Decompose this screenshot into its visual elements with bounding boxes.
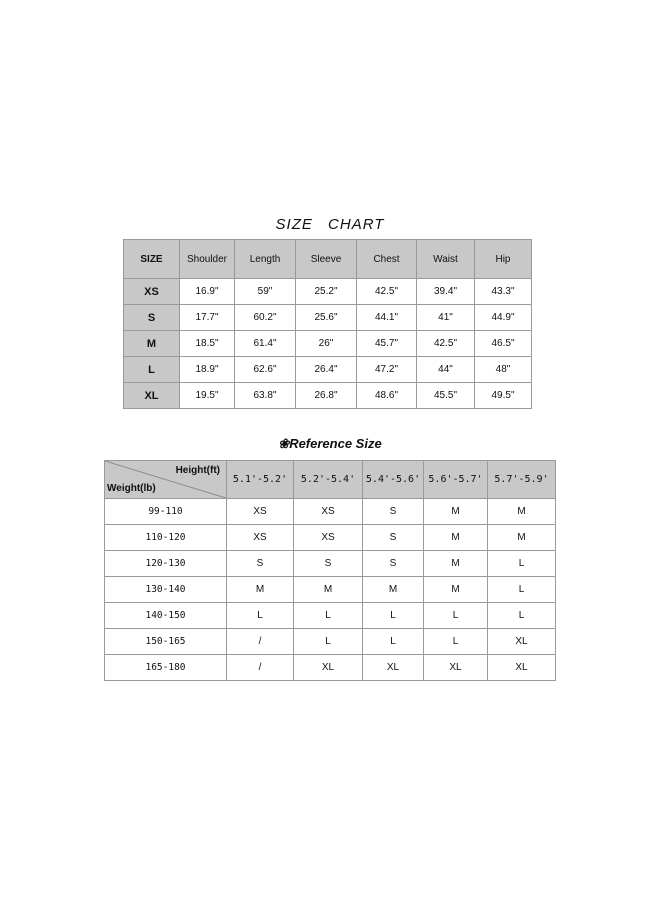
weight-range-cell: 140-150 (105, 603, 227, 629)
size-chart-header: SIZE (124, 240, 180, 279)
reference-header-row (105, 461, 556, 499)
size-measure-cell: 48.6" (357, 383, 417, 409)
size-chart-header-row (124, 240, 532, 279)
size-chart-row (124, 383, 532, 409)
recommended-size-cell: / (227, 629, 294, 655)
size-measure-cell: 42.5" (417, 331, 475, 357)
size-measure-cell: 16.9" (180, 279, 235, 305)
reference-row (105, 499, 556, 525)
height-header: 5.7'-5.9' (488, 461, 556, 499)
size-label-cell: XS (124, 279, 180, 305)
size-chart-header: Length (235, 240, 296, 279)
size-chart-row (124, 305, 532, 331)
height-header: 5.2'-5.4' (294, 461, 363, 499)
size-chart-row (124, 279, 532, 305)
size-chart-row (124, 331, 532, 357)
size-measure-cell: 47.2" (357, 357, 417, 383)
size-measure-cell: 62.6" (235, 357, 296, 383)
recommended-size-cell: M (363, 577, 424, 603)
size-chart-row (124, 357, 532, 383)
recommended-size-cell: L (488, 603, 556, 629)
size-measure-cell: 44.1" (357, 305, 417, 331)
recommended-size-cell: XS (294, 499, 363, 525)
reference-row (105, 603, 556, 629)
reference-row (105, 525, 556, 551)
size-measure-cell: 63.8" (235, 383, 296, 409)
reference-size-title: ❀Reference Size (278, 436, 382, 451)
recommended-size-cell: M (488, 525, 556, 551)
size-chart-header: Shoulder (180, 240, 235, 279)
size-measure-cell: 25.6" (296, 305, 357, 331)
recommended-size-cell: L (488, 577, 556, 603)
recommended-size-cell: XS (227, 525, 294, 551)
recommended-size-cell: M (424, 577, 488, 603)
reference-corner-cell (105, 461, 227, 499)
weight-range-cell: 165-180 (105, 655, 227, 681)
size-measure-cell: 26" (296, 331, 357, 357)
size-measure-cell: 45.7" (357, 331, 417, 357)
size-measure-cell: 41" (417, 305, 475, 331)
size-measure-cell: 60.2" (235, 305, 296, 331)
recommended-size-cell: XL (488, 629, 556, 655)
size-measure-cell: 39.4" (417, 279, 475, 305)
recommended-size-cell: M (424, 551, 488, 577)
size-measure-cell: 43.3" (475, 279, 532, 305)
size-measure-cell: 49.5" (475, 383, 532, 409)
size-chart-title: SIZE CHART (275, 216, 385, 233)
recommended-size-cell: XL (488, 655, 556, 681)
recommended-size-cell: L (294, 629, 363, 655)
recommended-size-cell: L (294, 603, 363, 629)
recommended-size-cell: L (424, 629, 488, 655)
reference-row (105, 655, 556, 681)
recommended-size-cell: S (363, 499, 424, 525)
size-label-cell: L (124, 357, 180, 383)
size-measure-cell: 61.4" (235, 331, 296, 357)
size-chart-header: Sleeve (296, 240, 357, 279)
size-measure-cell: 18.9" (180, 357, 235, 383)
weight-range-cell: 99-110 (105, 499, 227, 525)
recommended-size-cell: S (227, 551, 294, 577)
size-measure-cell: 44" (417, 357, 475, 383)
height-header: 5.1'-5.2' (227, 461, 294, 499)
recommended-size-cell: L (227, 603, 294, 629)
weight-range-cell: 110-120 (105, 525, 227, 551)
recommended-size-cell: M (488, 499, 556, 525)
size-measure-cell: 48" (475, 357, 532, 383)
weight-range-cell: 150-165 (105, 629, 227, 655)
recommended-size-cell: L (424, 603, 488, 629)
recommended-size-cell: XS (294, 525, 363, 551)
recommended-size-cell: XL (424, 655, 488, 681)
size-chart-table (123, 239, 532, 409)
size-measure-cell: 25.2" (296, 279, 357, 305)
size-chart-header: Hip (475, 240, 532, 279)
height-header: 5.6'-5.7' (424, 461, 488, 499)
recommended-size-cell: XS (227, 499, 294, 525)
recommended-size-cell: M (424, 525, 488, 551)
recommended-size-cell: XL (363, 655, 424, 681)
recommended-size-cell: M (227, 577, 294, 603)
recommended-size-cell: L (363, 629, 424, 655)
recommended-size-cell: / (227, 655, 294, 681)
height-header: 5.4'-5.6' (363, 461, 424, 499)
size-measure-cell: 18.5" (180, 331, 235, 357)
recommended-size-cell: XL (294, 655, 363, 681)
recommended-size-cell: L (488, 551, 556, 577)
recommended-size-cell: S (363, 525, 424, 551)
size-measure-cell: 44.9" (475, 305, 532, 331)
recommended-size-cell: L (363, 603, 424, 629)
size-measure-cell: 59" (235, 279, 296, 305)
size-label-cell: S (124, 305, 180, 331)
reference-row (105, 577, 556, 603)
reference-size-table (104, 460, 556, 681)
size-measure-cell: 26.4" (296, 357, 357, 383)
size-chart-header: Waist (417, 240, 475, 279)
weight-range-cell: 130-140 (105, 577, 227, 603)
size-chart-header: Chest (357, 240, 417, 279)
recommended-size-cell: M (294, 577, 363, 603)
size-measure-cell: 45.5" (417, 383, 475, 409)
recommended-size-cell: M (424, 499, 488, 525)
size-label-cell: M (124, 331, 180, 357)
height-axis-label: Height(ft) (175, 465, 220, 476)
size-measure-cell: 42.5" (357, 279, 417, 305)
size-measure-cell: 46.5" (475, 331, 532, 357)
reference-row (105, 629, 556, 655)
size-measure-cell: 19.5" (180, 383, 235, 409)
size-label-cell: XL (124, 383, 180, 409)
recommended-size-cell: S (294, 551, 363, 577)
reference-row (105, 551, 556, 577)
size-measure-cell: 26.8" (296, 383, 357, 409)
recommended-size-cell: S (363, 551, 424, 577)
size-measure-cell: 17.7" (180, 305, 235, 331)
weight-range-cell: 120-130 (105, 551, 227, 577)
weight-axis-label: Weight(lb) (107, 483, 156, 494)
